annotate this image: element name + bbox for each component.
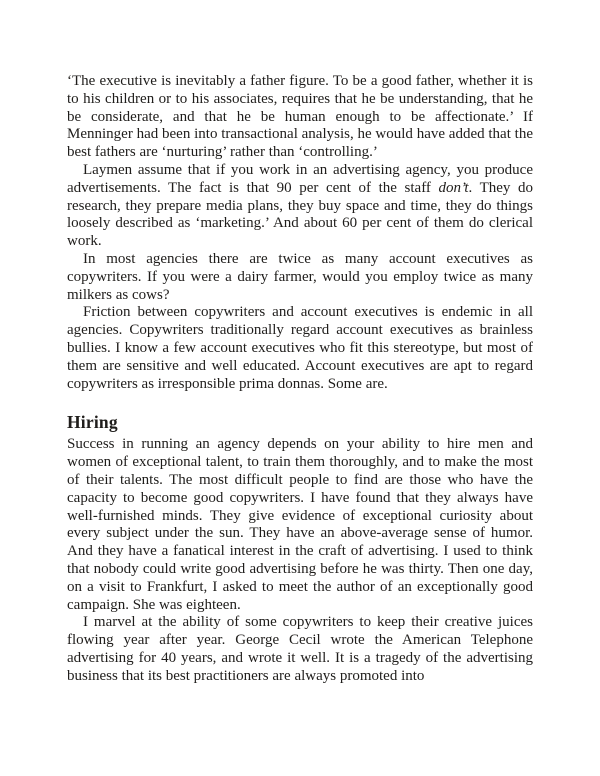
paragraph-creative-juices: I marvel at the ability of some copywriters to keep their creative juices flowing year after year. George Cecil wrote the American Telephone advertising for 40 years, and wrote it well. It is a tragedy of the advertising business that its best practitioners are always promoted into xyxy=(67,614,533,684)
paragraph-account-executives-ratio: In most agencies there are twice as many account executives as copywriters. If you were a dairy farmer, would you employ twice as many milkers as cows? xyxy=(67,250,533,303)
paragraph-laymen-text-after: . They do research, they prepare media plans, they buy space and time, they do things loosely described as ‘marketing.’ And about 60 per cent of them do clerical work. xyxy=(67,179,533,250)
paragraph-executive-father-figure: ‘The executive is inevitably a father figure. To be a good father, whether it is to his children or to his associates, requires that he be understanding, that he be considerate, and that he be human enough to be affectionate.’ If Menninger had been into transactional analysis, he would have added that the best fathers are ‘nurturing’ rather than ‘controlling.’ xyxy=(67,73,533,161)
paragraph-success-hiring: Success in running an agency depends on your ability to hire men and women of exceptional talent, to train them thoroughly, and to make the most of their talents. The most difficult people to find are those who have the capacity to become good copywriters. I have found that they always have well-furnished minds. They give evidence of exceptional curiosity about every subject under the sun. They have an above-average sense of humor. And they have a fanatical interest in the craft of advertising. I used to think that nobody could write good advertising before he was thirty. Then one day, on a visit to Frankfurt, I asked to meet the author of an exceptionally good campaign. She was eighteen. xyxy=(67,436,533,613)
paragraph-friction-copywriters: Friction between copywriters and account executives is endemic in all agencies. Copywriters traditionally regard account executives as brainless bullies. I know a few account executives who fit this stereotype, but most of them are sensitive and well educated. Account executives are apt to regard copywriters as irresponsible prima donnas. Some are. xyxy=(67,304,533,392)
paragraph-laymen-assume xyxy=(67,162,533,251)
paragraph-laymen-text-before: Laymen assume that if you work in an advertising agency, you produce advertisements. The fact is that 90 per cent of the staff xyxy=(67,161,533,196)
italic-word-dont: don’t xyxy=(438,179,469,196)
section-heading-hiring: Hiring xyxy=(67,412,118,433)
page-text-block xyxy=(67,73,533,686)
